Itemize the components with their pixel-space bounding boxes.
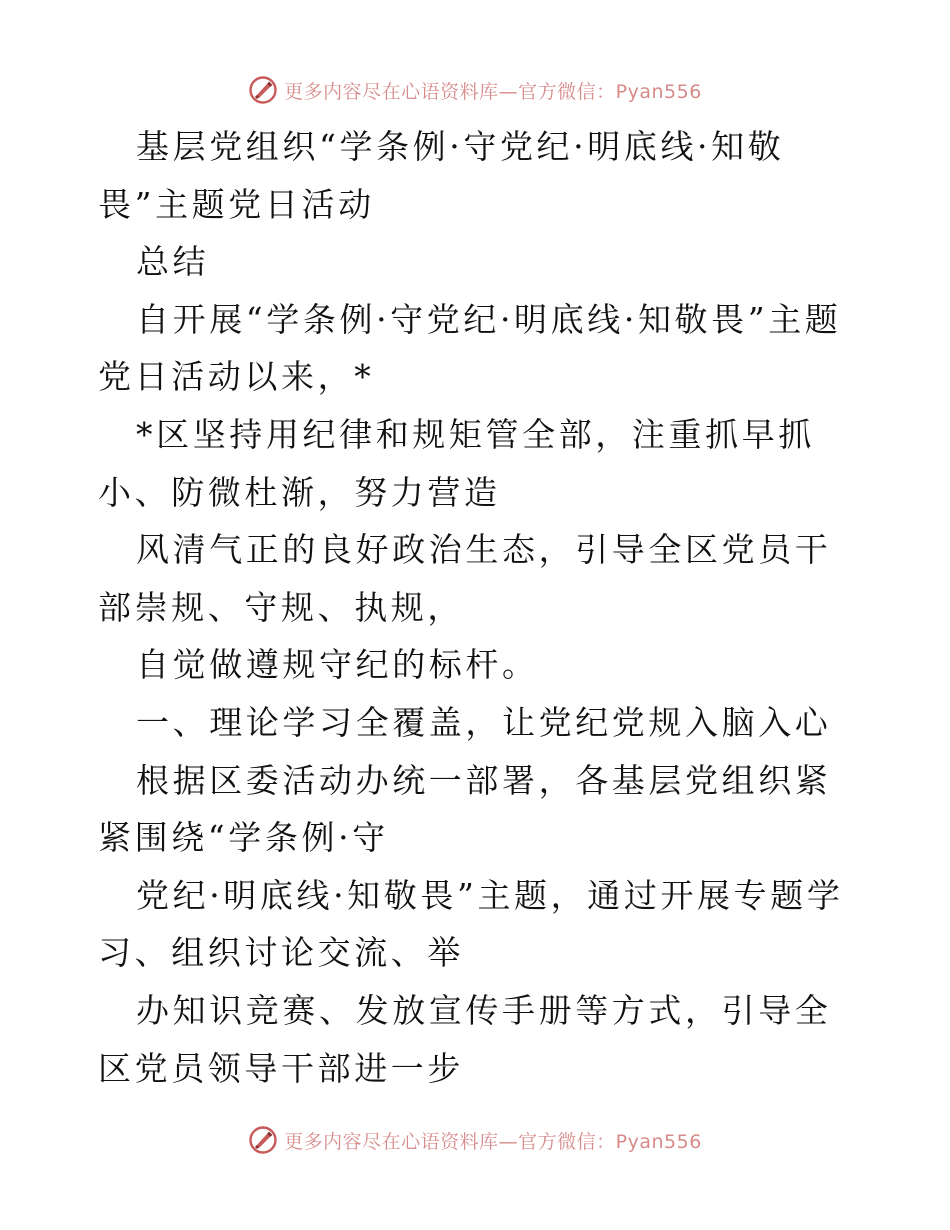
footer-watermark <box>0 1120 950 1160</box>
pen-seal-icon <box>248 75 278 105</box>
doc-paragraph: 自开展“学条例·守党纪·明底线·知敬畏”主题党日活动以来，* <box>98 299 842 397</box>
watermark-text: 更多内容尽在心语资料库—官方微信：Pyan556 <box>284 1130 702 1153</box>
doc-paragraph: 一、理论学习全覆盖，让党纪党规入脑入心 <box>136 702 832 742</box>
watermark-text: 更多内容尽在心语资料库—官方微信：Pyan556 <box>284 80 702 103</box>
doc-paragraph: 自觉做遵规守纪的标杆。 <box>136 645 539 685</box>
doc-paragraph: 风清气正的良好政治生态，引导全区党员干部崇规、守规、执规， <box>98 530 832 627</box>
doc-paragraph: 总结 <box>136 242 210 282</box>
pen-seal-icon <box>248 1125 278 1155</box>
doc-paragraph: 基层党组织“学条例·守党纪·明底线·知敬畏”主题党日活动 <box>98 127 785 224</box>
document-body <box>98 118 858 1097</box>
doc-paragraph: 根据区委活动办统一部署，各基层党组织紧紧围绕“学条例·守 <box>98 760 832 858</box>
header-watermark <box>0 70 950 110</box>
doc-paragraph: 党纪·明底线·知敬畏”主题，通过开展专题学习、组织讨论交流、举 <box>98 875 844 973</box>
doc-paragraph: *区坚持用纪律和规矩管全部，注重抓早抓小、防微杜渐，努力营造 <box>98 414 815 512</box>
doc-paragraph: 办知识竞赛、发放宣传手册等方式，引导全区党员领导干部进一步 <box>98 990 832 1088</box>
